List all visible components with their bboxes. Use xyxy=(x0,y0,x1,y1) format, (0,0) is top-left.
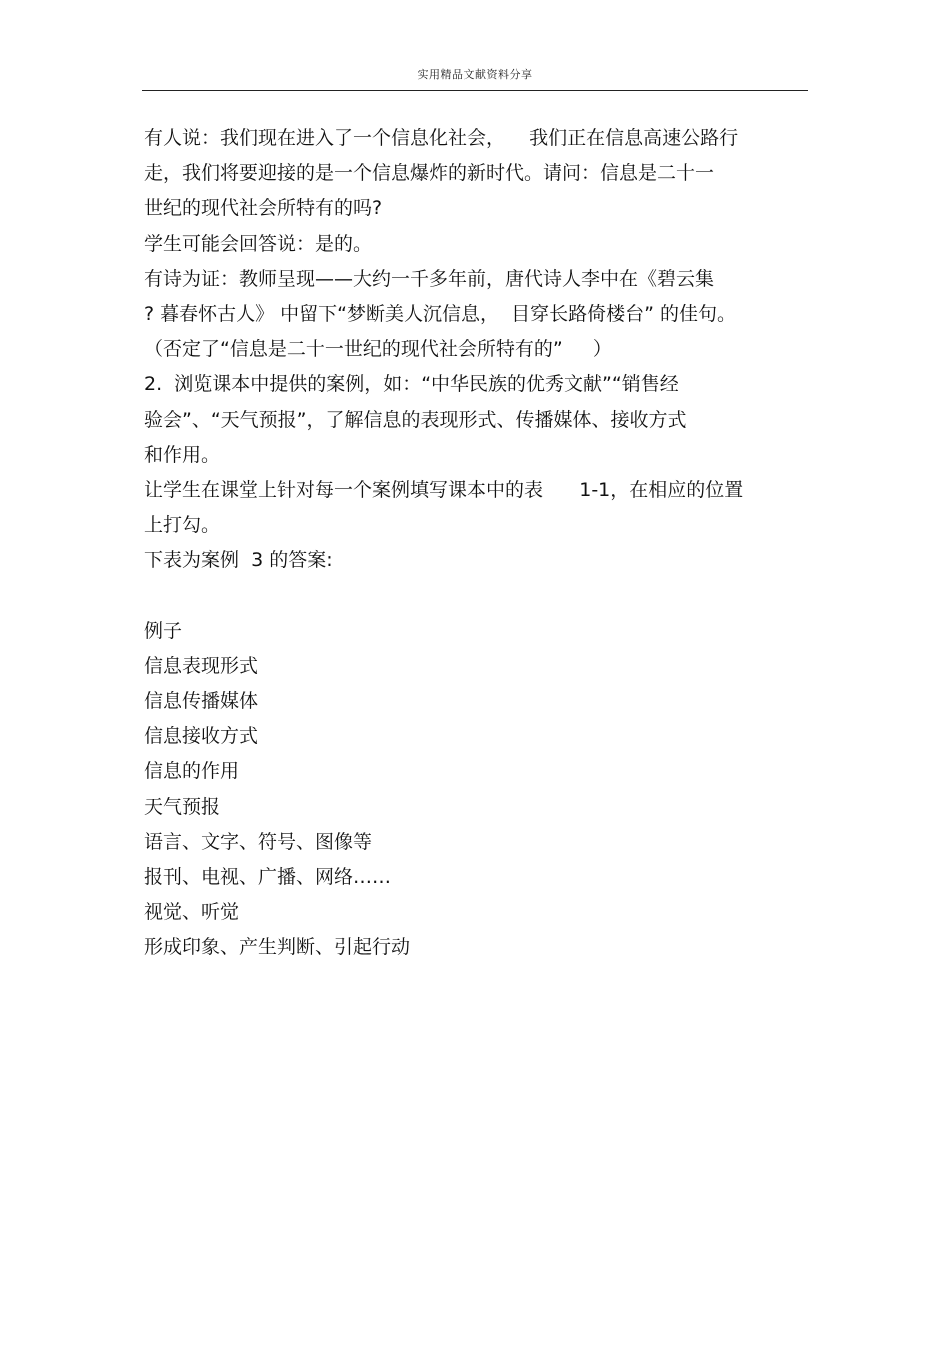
header-divider xyxy=(142,90,808,91)
table-cell: 天气预报 xyxy=(144,795,221,818)
paragraph-line: 验会”、“天气预报”，了解信息的表现形式、传播媒体、接收方式 xyxy=(144,408,687,431)
paragraph-line: 下表为案例 3 的答案: xyxy=(144,549,333,572)
paragraph-line: 学生可能会回答说：是的。 xyxy=(144,232,373,255)
table-header-cell: 信息接收方式 xyxy=(144,725,259,748)
paragraph-line: 上打勾。 xyxy=(144,514,221,537)
document-body xyxy=(144,121,814,966)
page-header: 实用精品文献资料分享 xyxy=(417,68,533,81)
paragraph-line: 有人说：我们现在进入了一个信息化社会， 我们正在信息高速公路行 xyxy=(144,127,739,149)
paragraph-line: 走，我们将要迎接的是一个信息爆炸的新时代。请问：信息是二十一 xyxy=(144,162,715,185)
table-header-cell: 信息传播媒体 xyxy=(144,690,259,712)
paragraph-line: 有诗为证：教师呈现——大约一千多年前，唐代诗人李中在《碧云集 xyxy=(144,267,715,290)
paragraph-line: 世纪的现代社会所特有的吗? xyxy=(144,197,383,220)
table-cell: 语言、文字、符号、图像等 xyxy=(144,830,373,853)
table-cell: 报刊、电视、广播、网络…… xyxy=(144,865,392,888)
table-cell: 视觉、听觉 xyxy=(144,901,240,924)
blank-line xyxy=(144,578,814,613)
table-header-cell: 例子 xyxy=(144,619,183,642)
table-header-cell: 信息的作用 xyxy=(144,760,240,783)
paragraph-line: ? 暮春怀古人》 中留下“梦断美人沉信息， 目穿长路倚楼台” 的佳句。 xyxy=(144,302,736,325)
table-cell: 形成印象、产生判断、引起行动 xyxy=(144,936,411,959)
paragraph-line: 和作用。 xyxy=(144,443,221,466)
table-header-cell: 信息表现形式 xyxy=(144,654,259,677)
paragraph-line: （否定了“信息是二十一世纪的现代社会所特有的” ） xyxy=(144,338,612,361)
paragraph-line: 2. 浏览课本中提供的案例，如：“中华民族的优秀文献”“销售经 xyxy=(144,373,679,396)
paragraph-line: 让学生在课堂上针对每一个案例填写课本中的表 1-1，在相应的位置 xyxy=(144,478,744,501)
